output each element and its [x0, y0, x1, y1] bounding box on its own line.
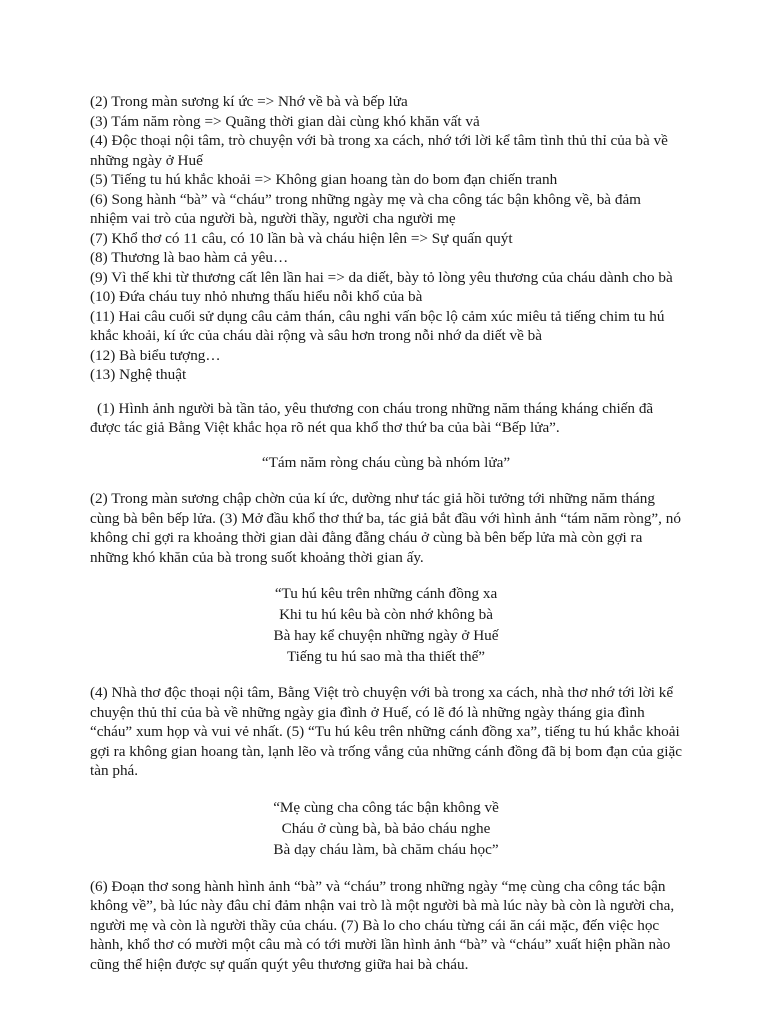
paragraph-3: (4) Nhà thơ độc thoại nội tâm, Bằng Việt trò chuyện với bà trong xa cách, nhà thơ nhớ tới lời kể chuyện thủ thỉ của bà về những ngày gia đình ở Huế, có lẽ đó là những ngày tháng gia đình “cháu” xum họp và vui vẻ nhất. (5) “Tu hú kêu trên những cánh đồng xa”, tiếng tu hú khắc khoải gợi ra không gian hoang tàn, lạnh lẽo và trống vắng của những cánh đồng đã bị bom đạn của giặc tàn phá. [90, 684, 682, 779]
outline-item: (13) Nghệ thuật [90, 366, 187, 383]
outline-item: (4) Độc thoại nội tâm, trò chuyện với bà trong xa cách, nhớ tới lời kể tâm tình thủ thỉ của bà về những ngày ở Huế [90, 132, 668, 169]
paragraph-1: (1) Hình ảnh người bà tần tảo, yêu thương con cháu trong những năm tháng kháng chiến đã được tác giả Bằng Việt khắc họa rõ nét qua khổ thơ thứ ba của bài “Bếp lửa”. [90, 399, 654, 436]
poem-line: Khi tu hú kêu bà còn nhớ không bà [279, 606, 493, 623]
document-page [90, 92, 682, 974]
poem-line: “Mẹ cùng cha công tác bận không về [273, 798, 499, 816]
poem-line: Tiếng tu hú sao mà tha thiết thế” [286, 648, 486, 665]
poem-line: Bà hay kể chuyện những ngày ở Huế [273, 627, 499, 644]
outline-item: (12) Bà biểu tượng… [90, 346, 221, 364]
outline-list [90, 92, 682, 385]
poem-line: Bà dạy cháu làm, bà chăm cháu học” [273, 840, 499, 858]
quote-line: “Tám năm ròng cháu cùng bà nhóm lửa” [261, 453, 511, 471]
outline-item: (6) Song hành “bà” và “cháu” trong những ngày mẹ và cha công tác bận không về, bà đảm nhiệm vai trò của người bà, người thầy, người cha người mẹ [90, 190, 641, 227]
poem-stanza-1 [90, 583, 682, 667]
poem-line: Cháu ở cùng bà, bà bảo cháu nghe [281, 819, 491, 837]
outline-item: (10) Đứa cháu tuy nhỏ nhưng thấu hiểu nỗi khổ của bà [90, 288, 423, 305]
outline-item: (11) Hai câu cuối sử dụng câu cảm thán, câu nghi vấn bộc lộ cảm xúc miêu tả tiếng chim tu hú khắc khoải, kí ức của cháu dài rộng và sâu hơn trong nỗi nhớ da diết về bà [90, 307, 665, 344]
outline-item: (8) Thương là bao hàm cả yêu… [90, 249, 289, 266]
poem-line: “Tu hú kêu trên những cánh đồng xa [274, 585, 498, 602]
outline-item: (7) Khổ thơ có 11 câu, có 10 lần bà và cháu hiện lên => Sự quấn quýt [90, 229, 513, 247]
poem-stanza-2 [90, 797, 682, 860]
outline-item: (5) Tiếng tu hú khắc khoải => Không gian hoang tàn do bom đạn chiến tranh [90, 171, 558, 188]
outline-item: (2) Trong màn sương kí ức => Nhớ về bà và bếp lửa [90, 93, 408, 110]
paragraph-2: (2) Trong màn sương chập chờn của kí ức, dường như tác giả hồi tưởng tới những năm tháng cùng bà bên bếp lửa. (3) Mở đầu khổ thơ thứ ba, tác giả bắt đầu với hình ảnh “tám năm ròng”, nó không chỉ gợi ra khoảng thời gian dài đằng đẵng cháu ở cùng bà bên bếp lửa mà còn gợi ra những khó khăn của bà trong suốt khoảng thời gian ấy. [90, 490, 681, 566]
outline-item: (3) Tám năm ròng => Quãng thời gian dài cùng khó khăn vất vả [90, 112, 480, 130]
paragraph-4: (6) Đoạn thơ song hành hình ảnh “bà” và “cháu” trong những ngày “mẹ cùng cha công tác bận không về”, bà lúc này đâu chỉ đảm nhận vai trò là một người bà mà lúc này bà còn là người cha, người mẹ và còn là người thầy của cháu. (7) Bà lo cho cháu từng cái ăn cái mặc, đến việc học hành, khổ thơ có mười một câu mà có tới mười lần hình ảnh “bà” và “cháu” xuất hiện phần nào cũng thể hiện được sự quấn quýt yêu thương giữa hai bà cháu. [90, 877, 675, 973]
outline-item: (9) Vì thế khi từ thương cất lên lần hai => da diết, bày tỏ lòng yêu thương của cháu dành cho bà [90, 268, 673, 286]
